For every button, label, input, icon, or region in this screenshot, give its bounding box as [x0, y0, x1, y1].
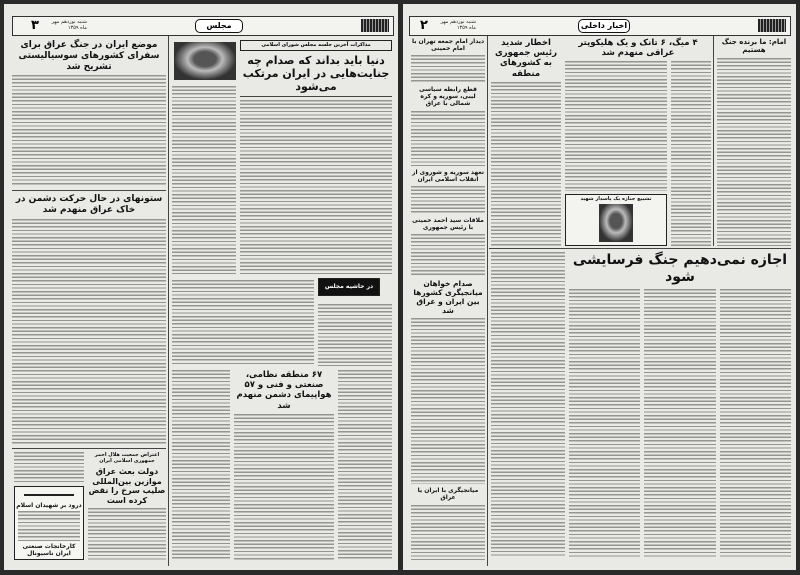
article-text — [234, 414, 334, 560]
majlis-photo — [174, 42, 236, 80]
section-label: اخبار داخلی — [578, 19, 630, 33]
article-text — [565, 61, 667, 191]
page-number: ۲ — [420, 18, 428, 33]
article-text — [720, 289, 791, 558]
article-text — [172, 86, 236, 274]
headline-support: تعهد سوریه و شوروی از انقلاب اسلامی ایران — [411, 169, 484, 184]
ad-footer: کارخانجات صنعتی ایران ناسیونال — [15, 543, 83, 559]
article-text — [240, 100, 392, 274]
article-text — [411, 55, 485, 83]
ad-title: درود بر شهیدان اسلام — [16, 502, 82, 509]
article-text — [671, 61, 711, 246]
page-number: ۳ — [31, 18, 39, 33]
article-text — [88, 508, 166, 562]
emblem-icon — [24, 490, 74, 500]
news-briefs-column — [411, 38, 485, 560]
headline-regions-destroyed: ۶۷ منطقه نظامی، صنعتی و فنی و ۵۷ هواپیمای دشمن منهدم شد — [234, 370, 334, 411]
headline-imam: امام: ما برنده جنگ هستیم — [717, 38, 791, 55]
headline-tehran-imam: دیدار امام جمعه تهران با امام خمینی — [411, 38, 485, 53]
article-red-cross — [88, 452, 166, 562]
right-newspaper-page — [403, 4, 796, 570]
article-text — [411, 318, 485, 484]
column-divider — [713, 36, 714, 246]
article-imam — [717, 38, 791, 246]
red-cross-kicker: اعتراض جمعیت هلال احمر جمهوری اسلامی ایران — [88, 452, 166, 464]
headline-mig: ۴ میگ، ۶ تانک و یک هلیکوپتر عراقی منهدم شد — [565, 38, 711, 58]
article-text — [411, 186, 485, 214]
article-text — [172, 370, 230, 560]
headline-libya: قطع رابطه سیاسی لیبی، سوریه و کره شمالی با عراق — [411, 86, 485, 108]
headline-main: اجازه نمی‌دهیم جنگ فرسایشی شود — [569, 252, 791, 286]
article-text — [12, 75, 166, 186]
martyr-photo — [599, 204, 633, 242]
column-divider — [487, 36, 488, 566]
left-newspaper-page — [4, 4, 398, 570]
article-text — [338, 370, 392, 560]
divider — [12, 448, 166, 449]
article-text — [491, 252, 565, 558]
advertisement — [14, 486, 84, 560]
article-text — [644, 289, 715, 558]
headline-saddam: صدام خواهان میانجیگری کشورها بین ایران و عراق شد — [411, 279, 485, 315]
article-columns-destroyed — [12, 194, 166, 444]
headline-iran-position: موضع ایران در جنگ عراق برای سفرای کشورهای سوسیالیستی تشریح شد — [12, 40, 166, 72]
article-text — [569, 289, 640, 558]
newspaper-logo — [361, 19, 389, 32]
issue-date: شنبه نوزدهم مهر ماه ۱۳۵۹ — [440, 19, 476, 31]
article-text — [411, 234, 485, 276]
column-divider — [168, 36, 169, 566]
funeral-caption: تشییع جنازه یک پاسدار شهید — [580, 196, 652, 202]
newspaper-logo — [758, 19, 786, 32]
headline-red-cross: دولت بعث عراق موازین بین‌المللی صلیب سرخ را نقض کرده است — [88, 467, 166, 505]
headline-mediation: میانجیگری با ایران یا عراق — [411, 487, 485, 501]
divider — [12, 190, 166, 191]
article-text — [14, 452, 84, 482]
article-text — [411, 505, 485, 560]
article-text — [12, 219, 166, 444]
ad-text — [18, 511, 80, 540]
funeral-box — [565, 194, 667, 246]
page-header — [409, 16, 791, 36]
divider — [489, 248, 791, 249]
main-kicker: مذاکرات آخرین جلسه مجلس شورای اسلامی — [240, 40, 392, 51]
headline-main: دنیا باید بداند که صدام چه جنایت‌هایی در ایران مرتکب می‌شود — [240, 54, 392, 97]
page-header — [12, 16, 394, 36]
article-main — [240, 40, 392, 274]
article-warning — [491, 38, 561, 246]
article-text — [318, 304, 392, 366]
article-main — [569, 252, 791, 558]
issue-date: شنبه نوزدهم مهر ماه ۱۳۵۹ — [51, 19, 87, 31]
headline-warning: اخطار شدید رئیس جمهوری به کشورهای منطقه — [491, 38, 561, 79]
majlis-sidebar-box: در حاشیه مجلس — [318, 278, 380, 296]
article-text — [172, 280, 314, 366]
article-text — [491, 82, 561, 246]
headline-meeting: ملاقات سید احمد خمینی با رئیس جمهوری — [412, 217, 484, 232]
article-mig — [565, 38, 711, 246]
article-text — [717, 58, 791, 246]
article-iran-position — [12, 40, 166, 186]
headline-columns-destroyed: ستونهای در حال حرکت دشمن در خاک عراق منهدم شد — [12, 194, 166, 216]
section-label: مجلس — [195, 19, 243, 33]
article-regions-destroyed — [234, 370, 334, 560]
article-text — [411, 111, 485, 166]
